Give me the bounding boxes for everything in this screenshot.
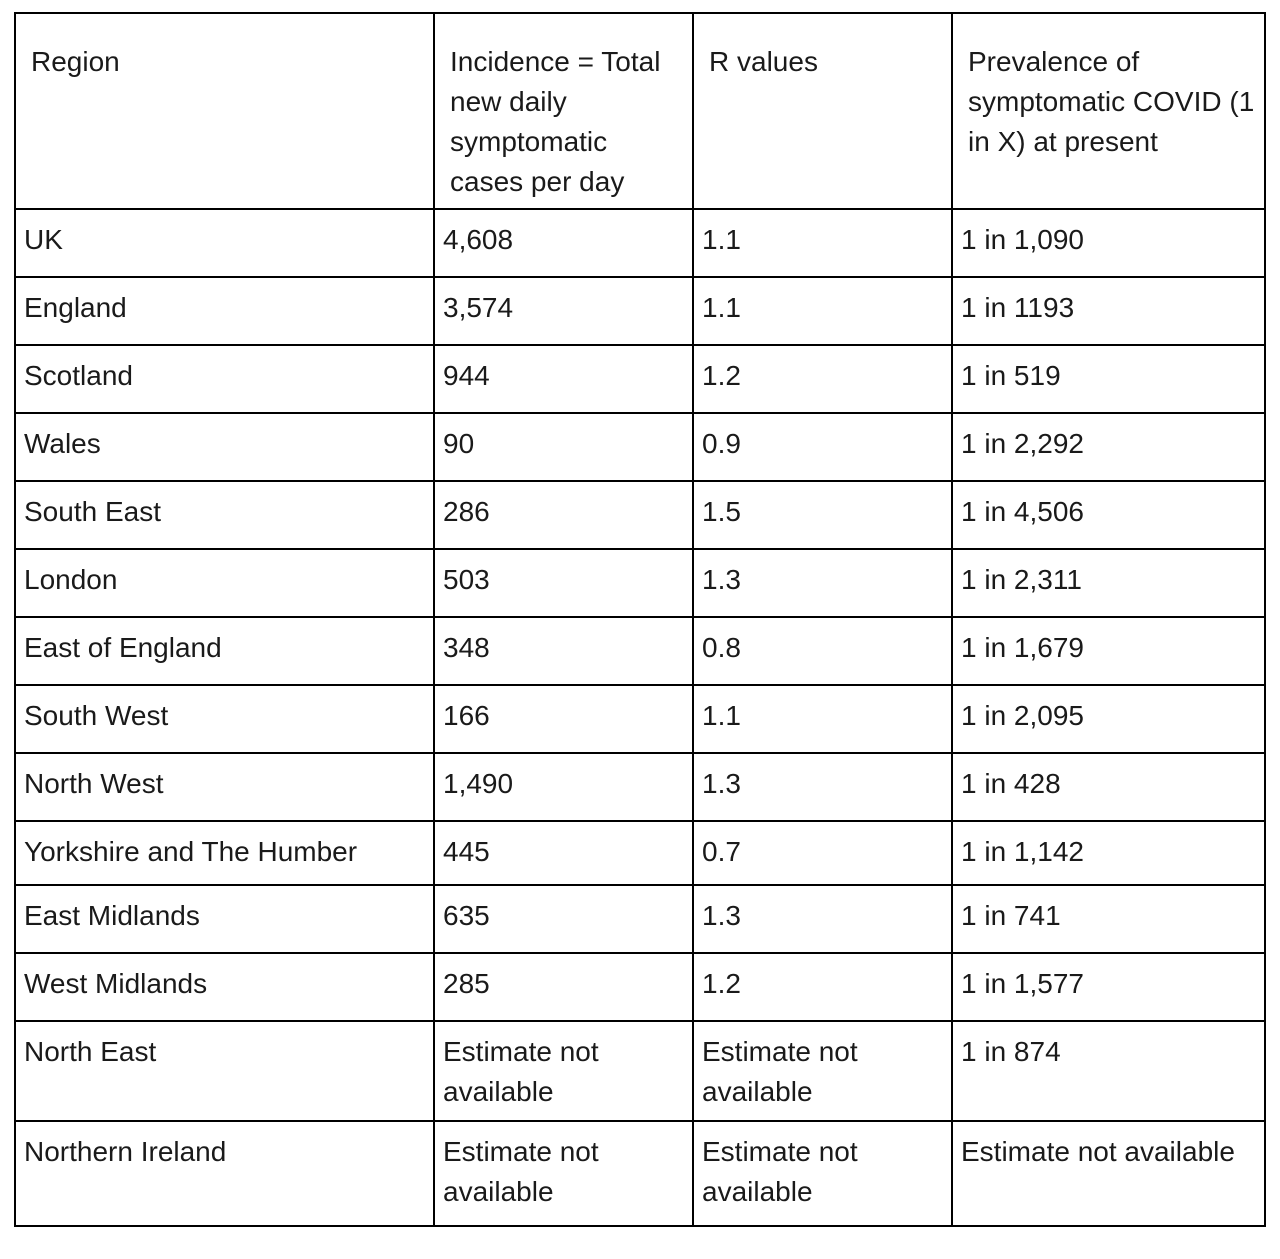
table-row xyxy=(15,1021,1265,1121)
prevalence-cell: 1 in 2,292 xyxy=(952,413,1265,481)
region-cell: UK xyxy=(15,209,434,277)
region-cell: Wales xyxy=(15,413,434,481)
header-region: Region xyxy=(15,13,434,209)
r-value-cell: 1.1 xyxy=(693,685,952,753)
region-cell: South West xyxy=(15,685,434,753)
region-cell: Scotland xyxy=(15,345,434,413)
prevalence-cell: 1 in 741 xyxy=(952,885,1265,953)
r-value-cell: Estimate not available xyxy=(693,1121,952,1226)
incidence-cell: 285 xyxy=(434,953,693,1021)
incidence-cell: 286 xyxy=(434,481,693,549)
incidence-cell: 4,608 xyxy=(434,209,693,277)
r-value-cell: 1.2 xyxy=(693,953,952,1021)
r-value-cell: 1.1 xyxy=(693,209,952,277)
region-cell: North West xyxy=(15,753,434,821)
r-value-cell: 1.3 xyxy=(693,885,952,953)
incidence-cell: Estimate not available xyxy=(434,1021,693,1121)
r-value-cell: 1.3 xyxy=(693,753,952,821)
incidence-cell: 944 xyxy=(434,345,693,413)
r-value-cell: 0.8 xyxy=(693,617,952,685)
prevalence-cell: 1 in 428 xyxy=(952,753,1265,821)
table-row xyxy=(15,345,1265,413)
incidence-cell: 90 xyxy=(434,413,693,481)
region-cell: London xyxy=(15,549,434,617)
region-cell: East of England xyxy=(15,617,434,685)
incidence-cell: 348 xyxy=(434,617,693,685)
table-row xyxy=(15,277,1265,345)
table-row xyxy=(15,1121,1265,1226)
table-row xyxy=(15,753,1265,821)
header-incidence: Incidence = Total new daily symptomatic cases per day xyxy=(434,13,693,209)
r-value-cell: 0.9 xyxy=(693,413,952,481)
region-cell: South East xyxy=(15,481,434,549)
prevalence-cell: 1 in 1,142 xyxy=(952,821,1265,885)
table-row xyxy=(15,617,1265,685)
table-row xyxy=(15,885,1265,953)
header-r-values: R values xyxy=(693,13,952,209)
prevalence-cell: 1 in 874 xyxy=(952,1021,1265,1121)
table-row xyxy=(15,685,1265,753)
table-header-row xyxy=(15,13,1265,209)
table-row xyxy=(15,821,1265,885)
prevalence-cell: 1 in 1,577 xyxy=(952,953,1265,1021)
r-value-cell: 0.7 xyxy=(693,821,952,885)
table-row xyxy=(15,549,1265,617)
incidence-cell: 635 xyxy=(434,885,693,953)
incidence-cell: 3,574 xyxy=(434,277,693,345)
region-cell: North East xyxy=(15,1021,434,1121)
region-cell: West Midlands xyxy=(15,953,434,1021)
incidence-cell: Estimate not available xyxy=(434,1121,693,1226)
incidence-cell: 166 xyxy=(434,685,693,753)
r-value-cell: 1.3 xyxy=(693,549,952,617)
prevalence-cell: Estimate not available xyxy=(952,1121,1265,1226)
prevalence-cell: 1 in 1,090 xyxy=(952,209,1265,277)
prevalence-cell: 1 in 4,506 xyxy=(952,481,1265,549)
table-row xyxy=(15,209,1265,277)
r-value-cell: 1.2 xyxy=(693,345,952,413)
table-row xyxy=(15,953,1265,1021)
r-value-cell: 1.1 xyxy=(693,277,952,345)
r-value-cell: Estimate not available xyxy=(693,1021,952,1121)
table-row xyxy=(15,481,1265,549)
region-cell: East Midlands xyxy=(15,885,434,953)
r-value-cell: 1.5 xyxy=(693,481,952,549)
region-cell: England xyxy=(15,277,434,345)
prevalence-cell: 1 in 1193 xyxy=(952,277,1265,345)
region-cell: Yorkshire and The Humber xyxy=(15,821,434,885)
region-cell: Northern Ireland xyxy=(15,1121,434,1226)
incidence-cell: 1,490 xyxy=(434,753,693,821)
prevalence-cell: 1 in 2,311 xyxy=(952,549,1265,617)
prevalence-cell: 1 in 2,095 xyxy=(952,685,1265,753)
incidence-cell: 445 xyxy=(434,821,693,885)
incidence-cell: 503 xyxy=(434,549,693,617)
prevalence-cell: 1 in 519 xyxy=(952,345,1265,413)
table-row xyxy=(15,413,1265,481)
header-prevalence: Prevalence of symptomatic COVID (1 in X) at present xyxy=(952,13,1265,209)
prevalence-cell: 1 in 1,679 xyxy=(952,617,1265,685)
covid-region-table xyxy=(14,12,1266,1227)
